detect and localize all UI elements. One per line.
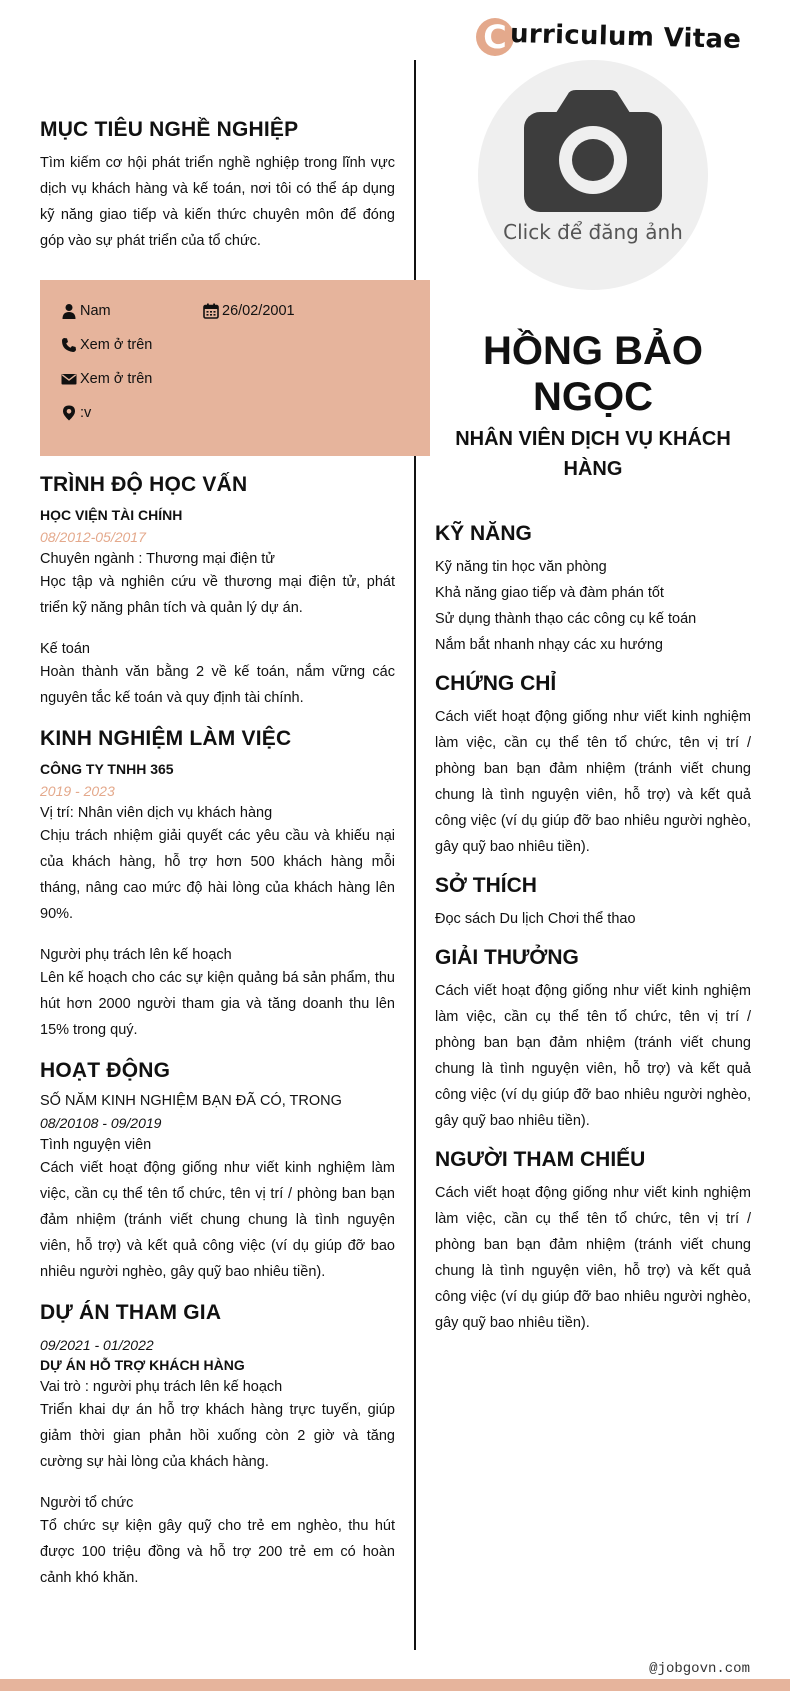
camera-icon [524, 90, 662, 212]
education-desc: Học tập và nghiên cứu về thương mại điện tử, phát triển kỹ năng phân tích và quản lý dự án. [40, 574, 395, 616]
skill-item: Kỹ năng tin học văn phòng [435, 559, 607, 575]
logo-letter: C [476, 18, 514, 56]
education-section [40, 473, 395, 1591]
birthday-value: 26/02/2001 [222, 303, 295, 319]
address-row [60, 404, 91, 422]
candidate-role: NHÂN VIÊN DỊCH VỤ KHÁCH HÀNG [455, 428, 731, 480]
personal-info-box [40, 280, 430, 456]
activities-role: Tình nguyện viên [40, 1137, 152, 1153]
projects-title: DỰ ÁN THAM GIA [40, 1301, 222, 1324]
person-icon [60, 302, 78, 320]
education-major: Chuyên ngành : Thương mại điện tử [40, 551, 276, 567]
phone-row [60, 336, 152, 354]
education-desc2: Hoàn thành văn bằng 2 về kế toán, nắm vững các nguyên tắc kế toán và quy định tài chính. [40, 664, 395, 706]
hobbies-title: SỞ THÍCH [435, 874, 537, 897]
experience-desc: Chịu trách nhiệm giải quyết các yêu cầu và khiếu nại của khách hàng, hỗ trợ hơn 500 khách hàng mỗi tháng, nâng cao mức độ hài lòng của khách hàng lên 90%. [40, 828, 395, 922]
projects-date: 09/2021 - 01/2022 [40, 1337, 154, 1353]
skill-item: Sử dụng thành thạo các công cụ kế toán [435, 611, 697, 627]
location-pin-icon [60, 404, 78, 422]
references-title: NGƯỜI THAM CHIẾU [435, 1148, 646, 1171]
projects-role: Vai trò : người phụ trách lên kế hoạch [40, 1379, 283, 1395]
awards-text: Cách viết hoạt động giống như viết kinh nghiệm làm việc, cần cụ thể tên tổ chức, tên vị trí / phòng ban bạn đảm nhiệm (tránh viết chung chung là tình nguyện viên, hỗ trợ) và kết quả công việc (ví dụ giúp đỡ bao nhiêu người nghèo, gây quỹ bao nhiêu tiền). [435, 983, 751, 1129]
photo-upload[interactable] [478, 60, 708, 290]
experience-position: Vị trí: Nhân viên dịch vụ khách hàng [40, 805, 273, 821]
projects-role2: Người tổ chức [40, 1495, 134, 1511]
envelope-icon [60, 370, 78, 388]
left-column [40, 118, 395, 254]
projects-name: DỰ ÁN HỖ TRỢ KHÁCH HÀNG [40, 1357, 245, 1373]
hobbies-text: Đọc sách Du lịch Chơi thể thao [435, 911, 636, 927]
education-title: TRÌNH ĐỘ HỌC VẤN [40, 473, 248, 496]
phone-icon [60, 336, 78, 354]
activities-date: 08/20108 - 09/2019 [40, 1115, 162, 1131]
gender-value: Nam [80, 303, 111, 319]
education-school: HỌC VIỆN TÀI CHÍNH [40, 507, 183, 523]
footer-bar [0, 1679, 790, 1691]
experience-date: 2019 - 2023 [40, 783, 115, 799]
activities-desc: Cách viết hoạt động giống như viết kinh nghiệm làm việc, cần cụ thể tên tổ chức, tên vị trí / phòng ban bạn đảm nhiệm (tránh viết chung chung là tình nguyện viên, hỗ trợ) và kết quả công việc (ví dụ giúp đỡ bao nhiêu người nghèo, gây quỹ bao nhiêu tiền). [40, 1160, 395, 1280]
skills-title: KỸ NĂNG [435, 522, 532, 545]
experience-title: KINH NGHIỆM LÀM VIỆC [40, 727, 292, 750]
email-row [60, 370, 152, 388]
photo-caption: Click để đăng ảnh [503, 220, 683, 244]
gender-row [60, 302, 111, 320]
certificates-title: CHỨNG CHỈ [435, 672, 557, 695]
projects-desc: Triển khai dự án hỗ trợ khách hàng trực tuyến, giúp giảm thời gian phản hồi xuống còn 2 giờ và tăng cường sự hài lòng của khách hàng. [40, 1402, 395, 1470]
education-major2: Kế toán [40, 641, 90, 657]
email-value: Xem ở trên [80, 371, 153, 387]
objective-text: Tìm kiếm cơ hội phát triển nghề nghiệp trong lĩnh vực dịch vụ khách hàng và kế toán, nơi tôi có thể áp dụng kỹ năng giao tiếp và kiến thức chuyên môn để đóng góp vào sự phát triển của tổ chức. [40, 155, 395, 249]
activities-org: SỐ NĂM KINH NGHIỆM BẠN ĐÃ CÓ, TRONG [40, 1093, 342, 1109]
projects-desc2: Tổ chức sự kiện gây quỹ cho trẻ em nghèo, thu hút được 100 triệu đồng và hỗ trợ 200 trẻ em có hoàn cảnh khó khăn. [40, 1518, 395, 1586]
cv-logo [476, 16, 741, 58]
education-date: 08/2012-05/2017 [40, 529, 146, 545]
experience-position2: Người phụ trách lên kế hoạch [40, 947, 232, 963]
skills-list [435, 554, 751, 658]
candidate-name: HỒNG BẢO NGỌC [483, 329, 703, 419]
certificates-text: Cách viết hoạt động giống như viết kinh nghiệm làm việc, cần cụ thể tên tổ chức, tên vị trí / phòng ban bạn đảm nhiệm (tránh viết chung chung là tình nguyện viên, hỗ trợ) và kết quả công việc (ví dụ giúp đỡ bao nhiêu người nghèo, gây quỹ bao nhiêu tiền). [435, 709, 751, 855]
birthday-row [202, 302, 295, 320]
right-column [435, 522, 751, 1336]
skill-item: Nắm bắt nhanh nhạy các xu hướng [435, 637, 663, 653]
skill-item: Khả năng giao tiếp và đàm phán tốt [435, 585, 664, 601]
calendar-icon [202, 302, 220, 320]
activities-title: HOẠT ĐỘNG [40, 1059, 171, 1082]
experience-company: CÔNG TY TNHH 365 [40, 761, 174, 777]
awards-title: GIẢI THƯỞNG [435, 946, 579, 969]
experience-desc2: Lên kế hoạch cho các sự kiện quảng bá sản phẩm, thu hút hơn 2000 người tham gia và tăng doanh thu lên 15% trong quý. [40, 970, 395, 1038]
references-text: Cách viết hoạt động giống như viết kinh nghiệm làm việc, cần cụ thể tên tổ chức, tên vị trí / phòng ban bạn đảm nhiệm (tránh viết chung chung là tình nguyện viên, hỗ trợ) và kết quả công việc (ví dụ giúp đỡ bao nhiêu người nghèo, gây quỹ bao nhiêu tiền). [435, 1185, 751, 1331]
phone-value: Xem ở trên [80, 337, 153, 353]
address-value: :v [80, 405, 92, 421]
logo-text: urriculum Vitae [509, 18, 742, 56]
watermark: @jobgovn.com [649, 1661, 750, 1677]
objective-title: MỤC TIÊU NGHỀ NGHIỆP [40, 118, 299, 141]
